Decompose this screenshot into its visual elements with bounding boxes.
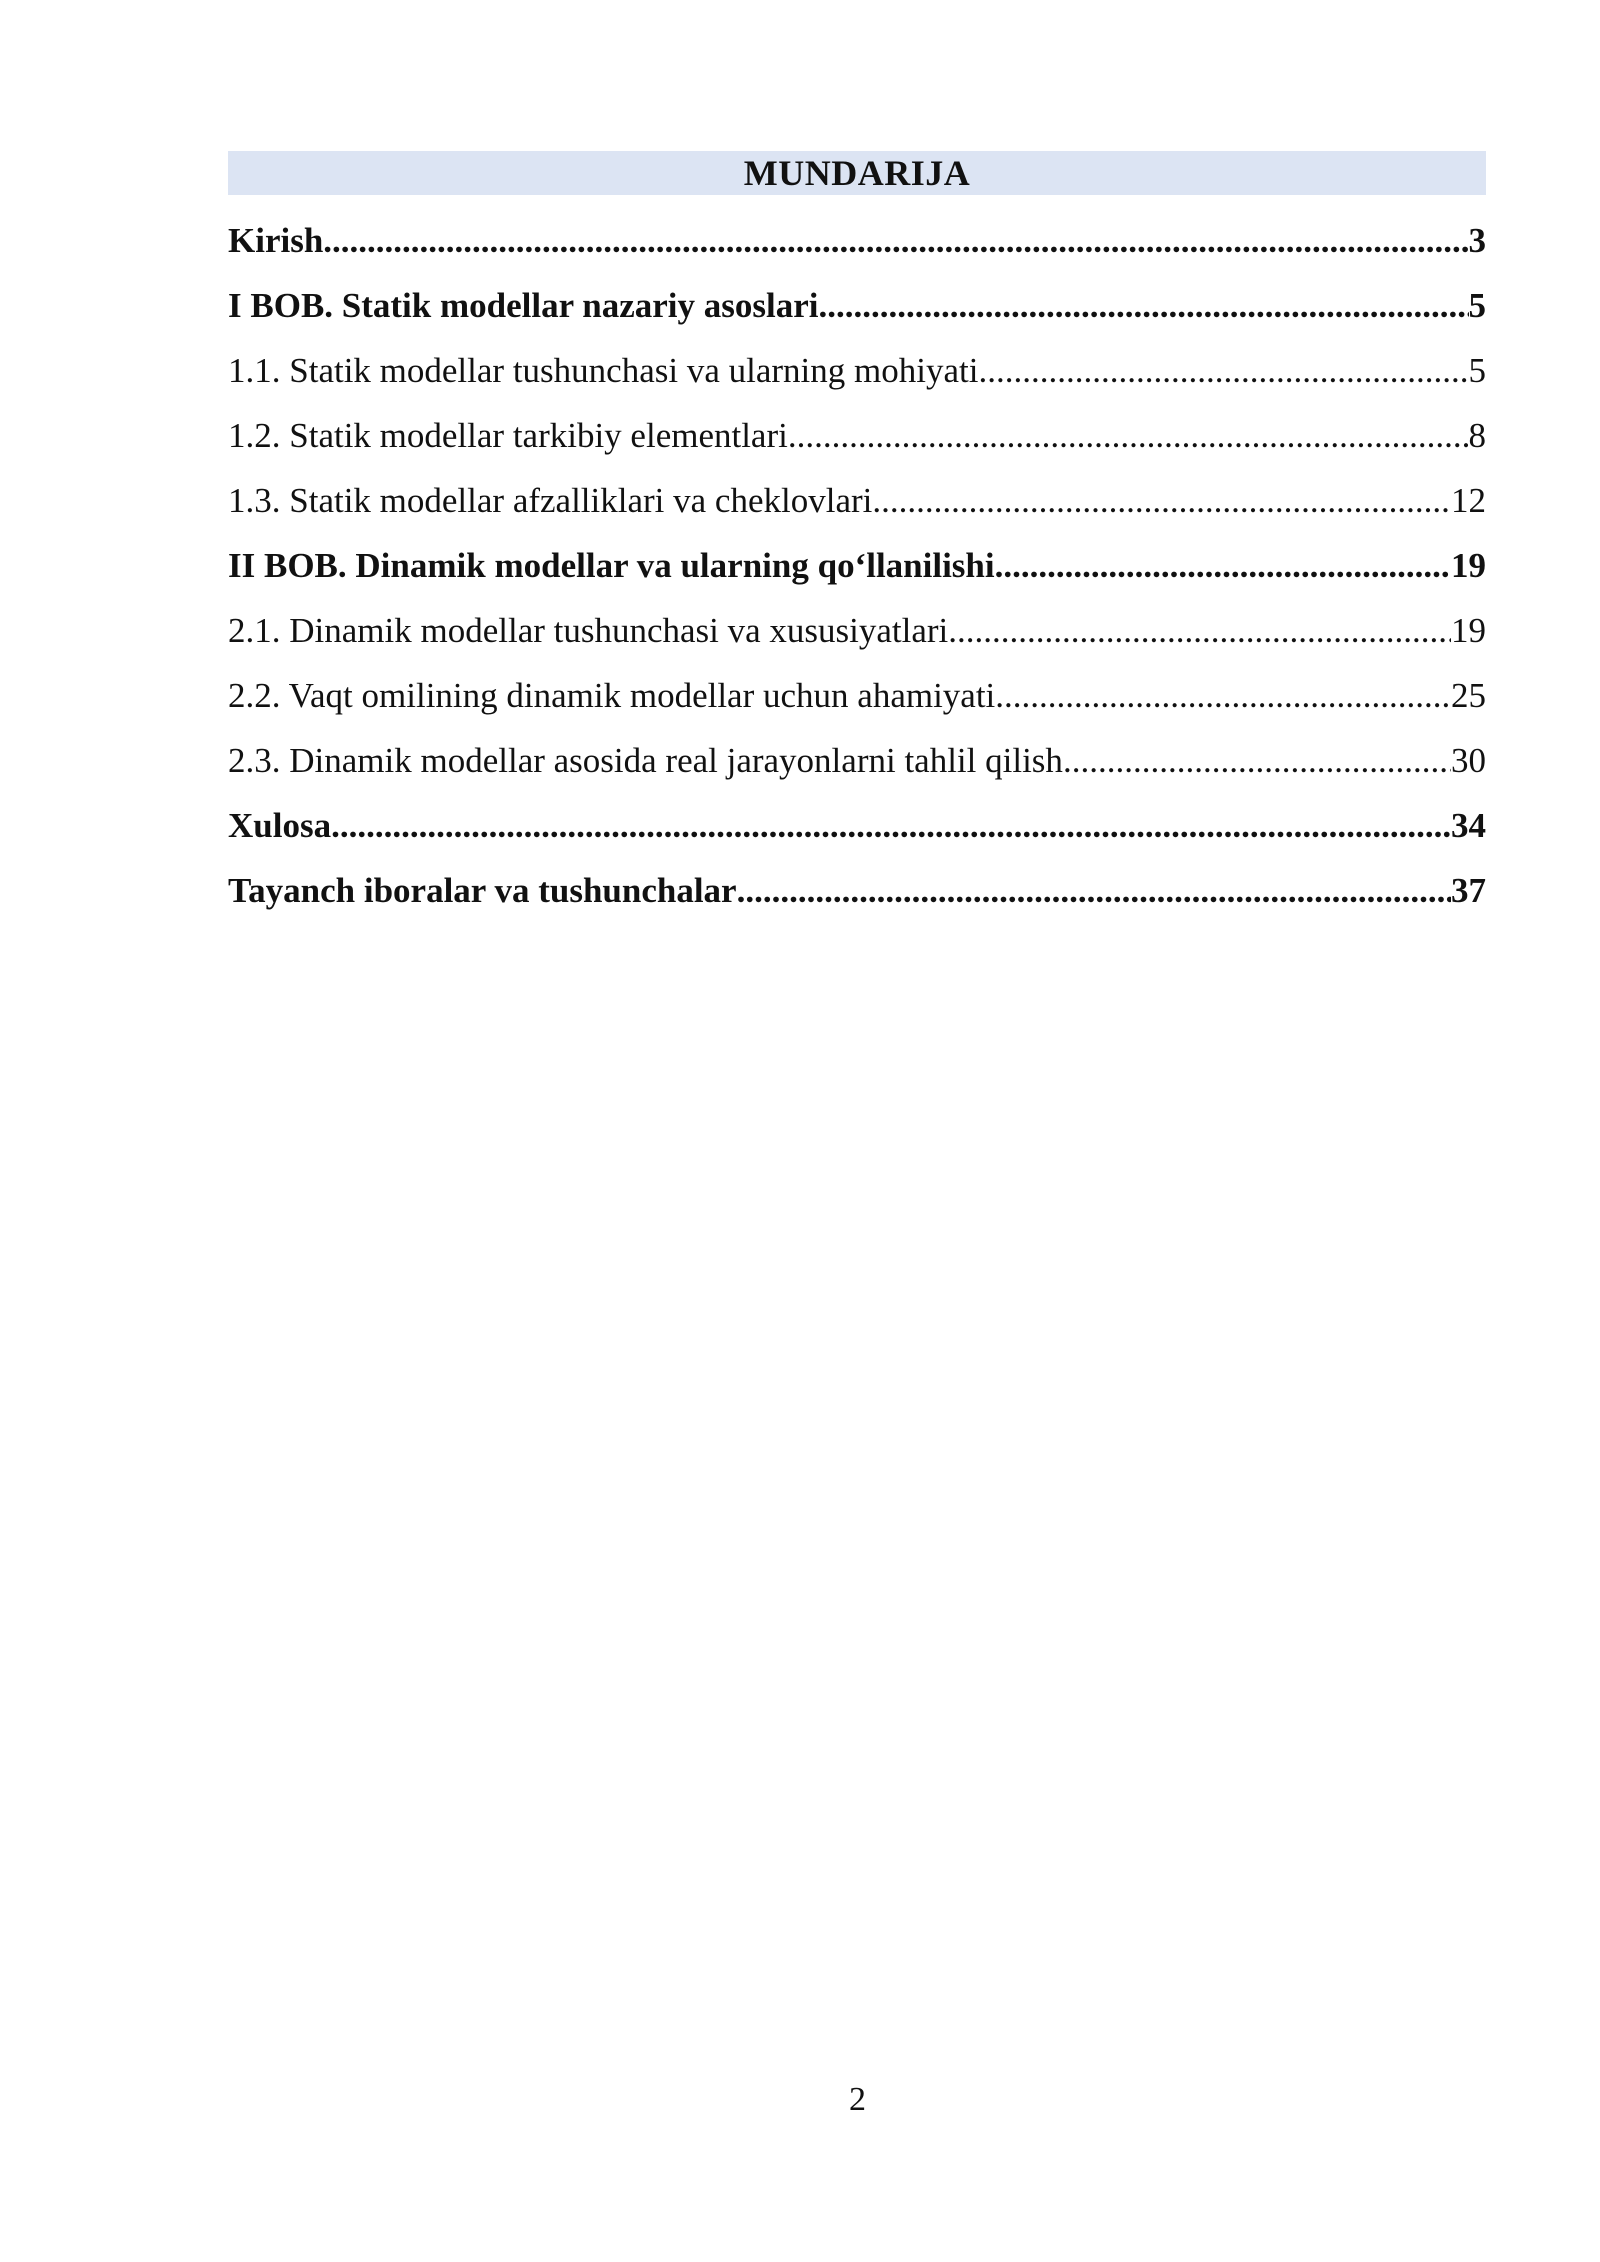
toc-entry-title: I BOB. Statik modellar nazariy asoslari <box>228 286 819 325</box>
toc-entry-page: 34 <box>1451 806 1486 845</box>
toc-entry-title: Xulosa <box>228 806 332 845</box>
toc-entry-xulosa[interactable] <box>228 800 1486 865</box>
toc-entry-page: 37 <box>1451 871 1486 910</box>
toc-entry-title: Kirish <box>228 221 324 260</box>
toc-dot-leader <box>948 605 1451 657</box>
toc-entry-title: Tayanch iboralar va tushunchalar <box>228 871 737 910</box>
page-number: 2 <box>849 2081 866 2118</box>
toc-entry-page: 8 <box>1468 416 1486 455</box>
toc-dot-leader <box>1063 735 1451 787</box>
toc-dot-leader <box>737 865 1451 917</box>
toc-entry-title: 1.2. Statik modellar tarkibiy elementlari <box>228 416 788 455</box>
table-of-contents <box>228 215 1486 930</box>
toc-entry-title: 1.3. Statik modellar afzalliklari va cheklovlari <box>228 481 873 520</box>
toc-dot-leader <box>331 800 1451 852</box>
toc-entry-page: 19 <box>1451 611 1486 650</box>
toc-entry-title: 2.1. Dinamik modellar tushunchasi va xususiyatlari <box>228 611 949 650</box>
toc-entry-title: 2.2. Vaqt omilining dinamik modellar uchun ahamiyati <box>228 676 996 715</box>
toc-entry-chapter-1[interactable] <box>228 280 1486 345</box>
toc-entry-title: II BOB. Dinamik modellar va ularning qo‘llanilishi <box>228 546 995 585</box>
toc-entry-page: 19 <box>1451 546 1486 585</box>
toc-entry-section-2-2[interactable] <box>228 670 1486 735</box>
toc-entry-section-2-1[interactable] <box>228 605 1486 670</box>
toc-entry-page: 25 <box>1451 676 1486 715</box>
toc-dot-leader <box>819 280 1469 332</box>
toc-entry-page: 12 <box>1451 481 1486 520</box>
toc-entry-page: 30 <box>1451 741 1486 780</box>
toc-heading: MUNDARIJA <box>228 151 1486 195</box>
toc-entry-section-2-3[interactable] <box>228 735 1486 800</box>
toc-entry-chapter-2[interactable] <box>228 540 1486 605</box>
toc-dot-leader <box>995 540 1451 592</box>
toc-dot-leader <box>978 345 1468 397</box>
toc-entry-section-1-2[interactable] <box>228 410 1486 475</box>
toc-entry-kirish[interactable] <box>228 215 1486 280</box>
toc-entry-title: 1.1. Statik modellar tushunchasi va ularning mohiyati <box>228 351 979 390</box>
toc-entry-page: 5 <box>1468 351 1486 390</box>
toc-dot-leader <box>788 410 1469 462</box>
toc-entry-section-1-1[interactable] <box>228 345 1486 410</box>
toc-dot-leader <box>323 215 1468 267</box>
toc-entry-page: 3 <box>1468 221 1486 260</box>
toc-dot-leader <box>872 475 1451 527</box>
toc-entry-page: 5 <box>1468 286 1486 325</box>
toc-entry-title: 2.3. Dinamik modellar asosida real jarayonlarni tahlil qilish <box>228 741 1063 780</box>
toc-entry-section-1-3[interactable] <box>228 475 1486 540</box>
toc-dot-leader <box>995 670 1451 722</box>
toc-entry-glossary[interactable] <box>228 865 1486 930</box>
